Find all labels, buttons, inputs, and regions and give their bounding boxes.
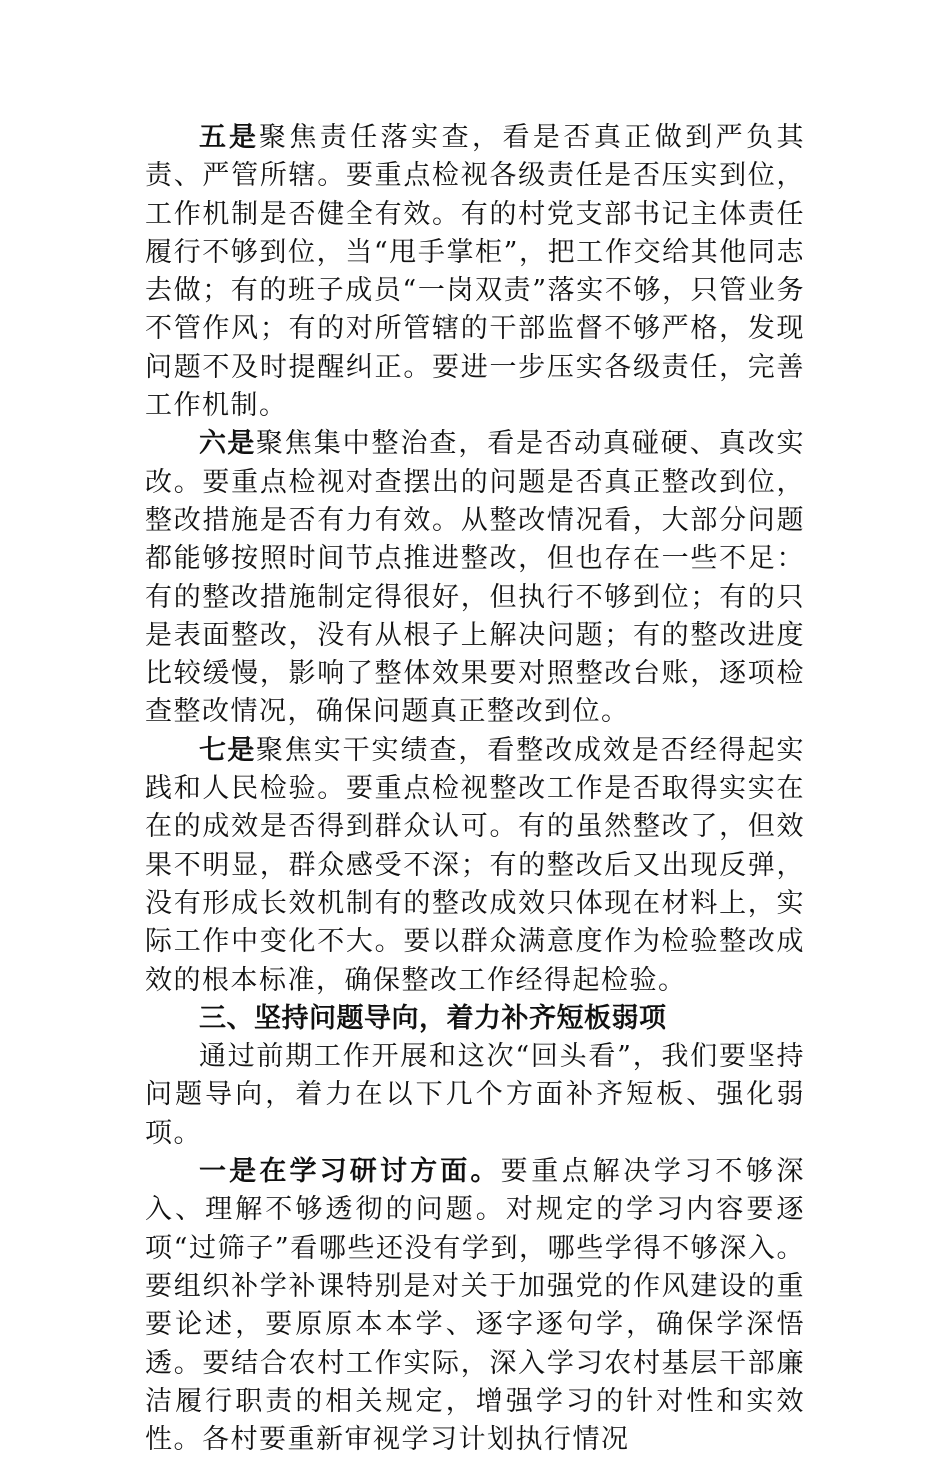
- paragraph-lead: 七是: [199, 734, 256, 766]
- paragraph-text: 聚焦集中整治查，看是否动真碰硬、真改实改。要重点检视对查摆出的问题是否真正整改到位，整改措施是否有力有效。从整改情况看，大部分问题都能够按照时间节点推进整改，但也存在一些不足：有的整改措施制定得很好，但执行不够到位；有的只是表面整改，没有从根子上解决问题；有的整改进度比较缓慢，影响了整体效果要对照整改台账，逐项检查整改情况，确保问题真正整改到位。: [145, 428, 806, 728]
- document-body: [145, 119, 805, 1459]
- section-heading: 三、坚持问题导向，着力补齐短板弱项: [199, 1002, 667, 1034]
- paragraph-lead: 一是在学习研讨方面。: [199, 1156, 501, 1188]
- paragraph-five: [145, 119, 805, 425]
- section-intro: 通过前期工作开展和这次“回头看”，我们要坚持问题导向，着力在以下几个方面补齐短板、强化弱项。: [145, 1041, 805, 1149]
- paragraph-lead: 五是: [199, 122, 259, 153]
- paragraph-text: 要重点解决学习不够深入、理解不够透彻的问题。对规定的学习内容要逐项“过筛子”看哪些还没有学到，哪些学得不够深入。要组织补学补课特别是对关于加强党的作风建设的重要论述，要原原本本学、逐字逐句学，确保学深悟透。要结合农村工作实际，深入学习农村基层干部廉洁履行职责的相关规定，增强学习的针对性和实效性。各村要重新审视学习计划执行情况: [145, 1156, 806, 1456]
- paragraph-text: 聚焦责任落实查，看是否真正做到严负其责、严管所辖。要重点检视各级责任是否压实到位，工作机制是否健全有效。有的村党支部书记主体责任履行不够到位，当“甩手掌柜”，把工作交给其他同志去做；有的班子成员“一岗双责”落实不够，只管业务不管作风；有的对所管辖的干部监督不够严格，发现问题不及时提醒纠正。要进一步压实各级责任，完善工作机制。: [145, 122, 806, 422]
- paragraph-lead: 六是: [199, 428, 256, 460]
- paragraph-item-one: [145, 1153, 805, 1459]
- paragraph-six: [145, 425, 805, 731]
- paragraph-text: 聚焦实干实绩查，看整改成效是否经得起实践和人民检验。要重点检视整改工作是否取得实实在在的成效是否得到群众认可。有的虽然整改了，但效果不明显，群众感受不深；有的整改后又出现反弹，没有形成长效机制有的整改成效只体现在材料上，实际工作中变化不大。要以群众满意度作为检验整改成效的根本标准，确保整改工作经得起检验。: [145, 734, 806, 996]
- paragraph-seven: [145, 732, 805, 1000]
